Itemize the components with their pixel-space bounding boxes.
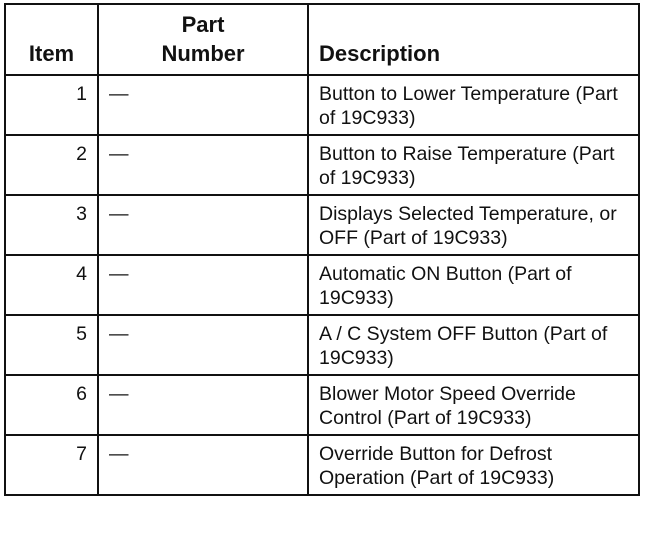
part-number-cell: — <box>98 255 308 315</box>
table-row <box>5 315 639 375</box>
item-header-label: Item <box>28 41 75 66</box>
part-number-cell: — <box>98 195 308 255</box>
description-cell: Blower Motor Speed Override Control (Part of 19C933) <box>308 375 639 435</box>
description-header-label: Description <box>319 41 441 66</box>
part-number-cell: — <box>98 315 308 375</box>
part-number-cell: — <box>98 435 308 495</box>
table-row <box>5 435 639 495</box>
description-column-header <box>308 4 639 75</box>
description-cell: Automatic ON Button (Part of 19C933) <box>308 255 639 315</box>
description-cell: A / C System OFF Button (Part of 19C933) <box>308 315 639 375</box>
table-row <box>5 135 639 195</box>
part-number-cell: — <box>98 75 308 135</box>
parts-table <box>4 3 640 496</box>
part-number-column-header <box>98 4 308 75</box>
item-cell: 7 <box>5 435 98 495</box>
item-cell: 6 <box>5 375 98 435</box>
item-cell: 2 <box>5 135 98 195</box>
item-cell: 5 <box>5 315 98 375</box>
header-row <box>5 4 639 75</box>
part-number-header-line2: Number <box>161 41 245 66</box>
description-cell: Displays Selected Temperature, or OFF (Part of 19C933) <box>308 195 639 255</box>
item-column-header <box>5 4 98 75</box>
table-row <box>5 255 639 315</box>
item-cell: 4 <box>5 255 98 315</box>
description-cell: Button to Lower Temperature (Part of 19C933) <box>308 75 639 135</box>
table-row <box>5 195 639 255</box>
item-cell: 3 <box>5 195 98 255</box>
item-cell: 1 <box>5 75 98 135</box>
part-number-cell: — <box>98 375 308 435</box>
part-number-cell: — <box>98 135 308 195</box>
description-cell: Override Button for Defrost Operation (Part of 19C933) <box>308 435 639 495</box>
description-cell: Button to Raise Temperature (Part of 19C933) <box>308 135 639 195</box>
part-number-header-line1: Part <box>181 12 225 37</box>
table-row <box>5 375 639 435</box>
table-row <box>5 75 639 135</box>
